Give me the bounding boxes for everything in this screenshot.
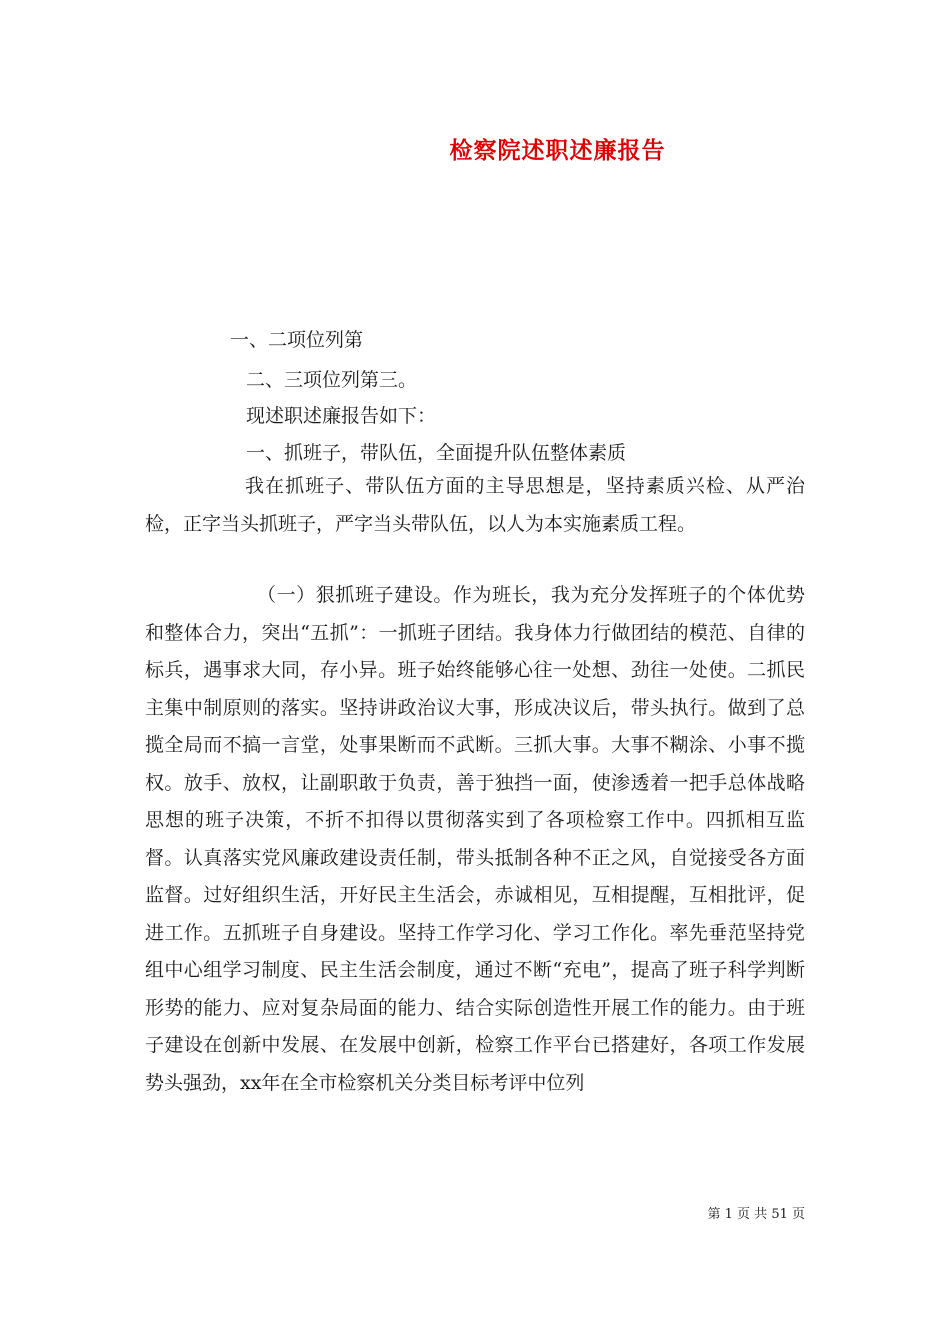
paragraph-1: 我在抓班子、带队伍方面的主导思想是，坚持素质兴检、从严治检，正字当头抓班子，严字当头带队伍，以人为本实施素质工程。: [145, 475, 805, 535]
text-line-3: 现述职述廉报告如下：: [246, 405, 437, 427]
document-title: 检察院述职述廉报告: [449, 137, 666, 164]
text-line-1: 一、二项位列第: [230, 329, 364, 351]
section-heading: 一、抓班子，带队伍，全面提升队伍整体素质: [246, 442, 627, 464]
page-number-footer: 第 1 页 共 51 页: [707, 1207, 805, 1222]
text-line-2: 二、三项位列第三。: [246, 369, 418, 391]
paragraph-2: （一）狠抓班子建设。作为班长，我为充分发挥班子的个体优势和整体合力，突出“五抓”：一抓班子团结。我身体力行做团结的模范、自律的标兵，遇事求大同，存小异。班子始终能够心往一处想、劲往一处使。二抓民主集中制原则的落实。坚持讲政治议大事，形成决议后，带头执行。做到了总揽全局而不搞一言堂，处事果断而不武断。三抓大事。大事不糊涂、小事不揽权。放手、放权，让副职敢于负责，善于独挡一面，使渗透着一把手总体战略思想的班子决策，不折不扣得以贯彻落实到了各项检察工作中。四抓相互监督。认真落实党风廉政建设责任制，带头抵制各种不正之风，自觉接受各方面监督。过好组织生活，开好民主生活会，赤诚相见，互相提醒，互相批评，促进工作。五抓班子自身建设。坚持工作学习化、学习工作化。率先垂范坚持党组中心组学习制度、民主生活会制度，通过不断“充电”，提高了班子科学判断形势的能力、应对复杂局面的能力、结合实际创造性开展工作的能力。由于班子建设在创新中发展、在发展中创新，检察工作平台已搭建好，各项工作发展势头强劲，xx年在全市检察机关分类目标考评中位列: [145, 584, 805, 1094]
